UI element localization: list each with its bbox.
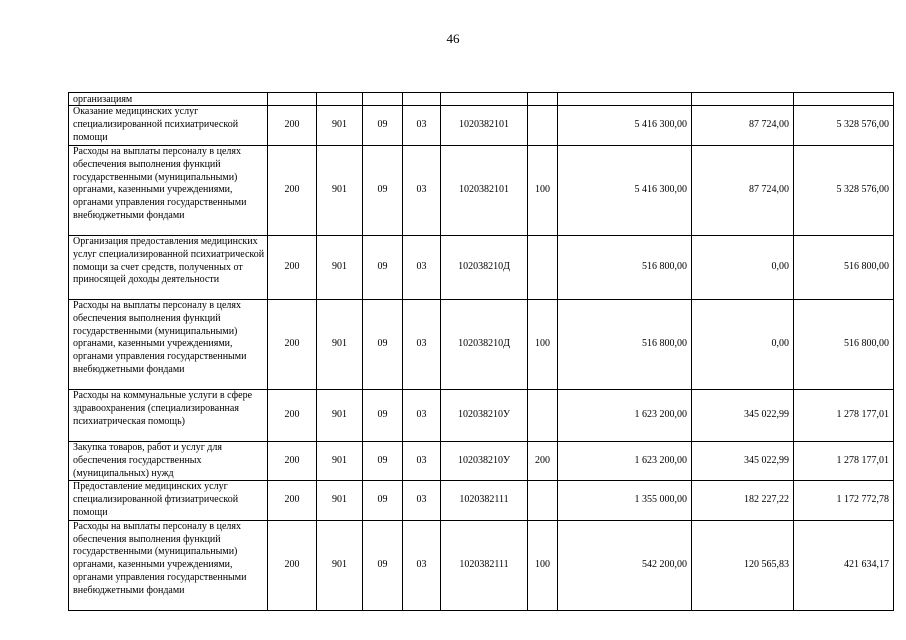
row-code-cell: 1020382111 — [441, 520, 528, 610]
row-col1-cell — [268, 93, 317, 106]
row-name-cell: Организация предоставления медицинских услуг специализированной психиатрической помощи за счет средств, полученных от приносящей доходы деятельности — [69, 236, 268, 300]
row-vr-cell — [528, 93, 558, 106]
row-code-cell: 1020382101 — [441, 146, 528, 236]
budget-table — [68, 92, 894, 611]
row-amount3-cell — [794, 93, 894, 106]
row-amount3-cell: 516 800,00 — [794, 236, 894, 300]
page-number: 46 — [446, 31, 460, 46]
row-code-cell: 1020382101 — [441, 106, 528, 146]
row-col2-cell: 901 — [317, 390, 363, 442]
row-amount2-cell: 87 724,00 — [692, 146, 794, 236]
row-col4-cell: 03 — [403, 236, 441, 300]
row-amount2-cell: 345 022,99 — [692, 442, 794, 481]
row-col3-cell: 09 — [363, 146, 403, 236]
row-amount1-cell: 516 800,00 — [558, 236, 692, 300]
row-col4-cell: 03 — [403, 390, 441, 442]
row-col3-cell: 09 — [363, 106, 403, 146]
row-amount1-cell: 5 416 300,00 — [558, 146, 692, 236]
row-code-cell: 102038210Д — [441, 236, 528, 300]
row-code-cell: 102038210У — [441, 442, 528, 481]
row-amount3-cell: 5 328 576,00 — [794, 106, 894, 146]
row-name-cell: Оказание медицинских услуг специализированной психиатрической помощи — [69, 106, 268, 146]
row-col2-cell — [317, 93, 363, 106]
row-amount1-cell: 542 200,00 — [558, 520, 692, 610]
row-col4-cell: 03 — [403, 106, 441, 146]
row-amount2-cell: 182 227,22 — [692, 481, 794, 520]
row-col2-cell: 901 — [317, 442, 363, 481]
row-col2-cell: 901 — [317, 520, 363, 610]
table-row — [69, 236, 894, 300]
row-col2-cell: 901 — [317, 146, 363, 236]
row-col1-cell: 200 — [268, 106, 317, 146]
row-name-cell: Расходы на коммунальные услуги в сфере здравоохранения (специализированная психиатрическая помощь) — [69, 390, 268, 442]
row-col1-cell: 200 — [268, 481, 317, 520]
row-col2-cell: 901 — [317, 481, 363, 520]
row-col1-cell: 200 — [268, 300, 317, 390]
table-row — [69, 481, 894, 520]
row-col3-cell: 09 — [363, 236, 403, 300]
table-row — [69, 442, 894, 481]
row-col4-cell: 03 — [403, 442, 441, 481]
row-col4-cell: 03 — [403, 146, 441, 236]
row-amount1-cell: 5 416 300,00 — [558, 106, 692, 146]
row-col2-cell: 901 — [317, 300, 363, 390]
row-amount2-cell: 0,00 — [692, 236, 794, 300]
row-col3-cell: 09 — [363, 520, 403, 610]
row-amount2-cell: 345 022,99 — [692, 390, 794, 442]
row-vr-cell — [528, 481, 558, 520]
row-col4-cell: 03 — [403, 300, 441, 390]
row-name-cell: Расходы на выплаты персоналу в целях обеспечения выполнения функций государственными (муниципальными) органами, казенными учреждениями, органами управления государственными внебюджетными фондами — [69, 520, 268, 610]
row-vr-cell: 100 — [528, 146, 558, 236]
row-vr-cell — [528, 390, 558, 442]
row-col1-cell: 200 — [268, 442, 317, 481]
row-col3-cell: 09 — [363, 481, 403, 520]
row-name-cell: Предоставление медицинских услуг специализированной фтизиатрической помощи — [69, 481, 268, 520]
row-col1-cell: 200 — [268, 236, 317, 300]
row-name-cell: Закупка товаров, работ и услуг для обеспечения государственных (муниципальных) нужд — [69, 442, 268, 481]
row-code-cell: 102038210Д — [441, 300, 528, 390]
row-amount3-cell: 5 328 576,00 — [794, 146, 894, 236]
row-vr-cell — [528, 106, 558, 146]
row-name-cell: организациям — [69, 93, 268, 106]
row-amount1-cell: 516 800,00 — [558, 300, 692, 390]
row-vr-cell — [528, 236, 558, 300]
row-amount2-cell: 87 724,00 — [692, 106, 794, 146]
row-code-cell: 1020382111 — [441, 481, 528, 520]
row-amount3-cell: 1 278 177,01 — [794, 442, 894, 481]
row-vr-cell: 100 — [528, 300, 558, 390]
row-amount1-cell: 1 623 200,00 — [558, 390, 692, 442]
row-amount2-cell: 0,00 — [692, 300, 794, 390]
row-col1-cell: 200 — [268, 146, 317, 236]
row-col3-cell: 09 — [363, 390, 403, 442]
row-amount3-cell: 516 800,00 — [794, 300, 894, 390]
row-amount2-cell: 120 565,83 — [692, 520, 794, 610]
row-amount3-cell: 1 278 177,01 — [794, 390, 894, 442]
table-row — [69, 520, 894, 610]
row-code-cell — [441, 93, 528, 106]
table-row — [69, 146, 894, 236]
row-name-cell: Расходы на выплаты персоналу в целях обеспечения выполнения функций государственными (муниципальными) органами, казенными учреждениями, органами управления государственными внебюджетными фондами — [69, 146, 268, 236]
row-vr-cell: 200 — [528, 442, 558, 481]
table-row — [69, 106, 894, 146]
row-amount3-cell: 421 634,17 — [794, 520, 894, 610]
row-col3-cell: 09 — [363, 300, 403, 390]
table-row — [69, 93, 894, 106]
row-code-cell: 102038210У — [441, 390, 528, 442]
row-amount1-cell — [558, 93, 692, 106]
row-col2-cell: 901 — [317, 236, 363, 300]
row-name-cell: Расходы на выплаты персоналу в целях обеспечения выполнения функций государственными (муниципальными) органами, казенными учреждениями, органами управления государственными внебюджетными фондами — [69, 300, 268, 390]
row-col4-cell — [403, 93, 441, 106]
table-row — [69, 300, 894, 390]
row-vr-cell: 100 — [528, 520, 558, 610]
row-col3-cell — [363, 93, 403, 106]
row-amount2-cell — [692, 93, 794, 106]
table-row — [69, 390, 894, 442]
row-amount1-cell: 1 355 000,00 — [558, 481, 692, 520]
row-col3-cell: 09 — [363, 442, 403, 481]
row-col1-cell: 200 — [268, 520, 317, 610]
row-amount1-cell: 1 623 200,00 — [558, 442, 692, 481]
row-amount3-cell: 1 172 772,78 — [794, 481, 894, 520]
row-col4-cell: 03 — [403, 481, 441, 520]
row-col1-cell: 200 — [268, 390, 317, 442]
budget-table-body — [69, 93, 894, 611]
row-col4-cell: 03 — [403, 520, 441, 610]
row-col2-cell: 901 — [317, 106, 363, 146]
